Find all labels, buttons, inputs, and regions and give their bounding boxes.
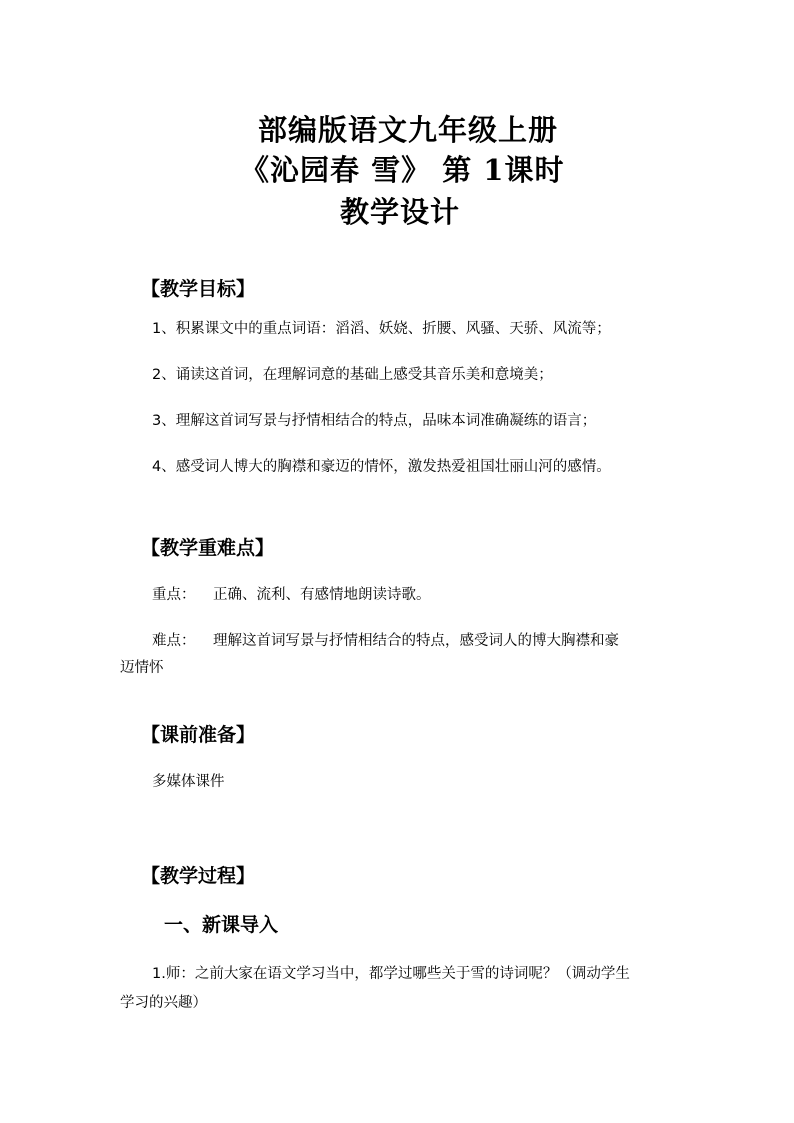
step-1-title: 一、新课导入 (164, 914, 279, 936)
difficulty-text-line-1: 理解这首词写景与抒情相结合的特点，感受词人的博大胸襟和豪 (213, 633, 619, 649)
step-1-line-2: 学习的兴趣） (120, 995, 207, 1011)
preparation-heading: 【课前准备】 (141, 724, 256, 746)
focus-label: 重点： (152, 587, 196, 603)
difficulty-label: 难点： (152, 633, 196, 649)
objectives-heading: 【教学目标】 (141, 278, 256, 300)
title-line-3: 教学设计 (340, 195, 461, 229)
step-1-line-1: 1.师：之前大家在语文学习当中，都学过哪些关于雪的诗词呢？（调动学生 (152, 966, 630, 982)
objective-item: 2、诵读这首词，在理解词意的基础上感受其音乐美和意境美； (152, 367, 553, 383)
preparation-text: 多媒体课件 (152, 774, 225, 790)
title-line-1: 部编版语文九年级上册 (258, 113, 559, 147)
difficulty-text-line-2: 迈情怀 (120, 660, 164, 676)
process-heading: 【教学过程】 (141, 865, 256, 887)
title-line-2: 《沁园春 雪》 第 1课时 (240, 153, 565, 187)
objective-item: 3、理解这首词写景与抒情相结合的特点，品味本词准确凝练的语言； (152, 413, 597, 429)
focus-text: 正确、流利、有感情地朗读诗歌。 (213, 587, 431, 603)
objective-item: 4、感受词人博大的胸襟和豪迈的情怀，激发热爱祖国壮丽山河的感情。 (152, 459, 611, 475)
objective-item: 1、积累课文中的重点词语：滔滔、妖娆、折腰、风骚、天骄、风流等； (152, 321, 611, 337)
key-points-heading: 【教学重难点】 (141, 537, 275, 559)
